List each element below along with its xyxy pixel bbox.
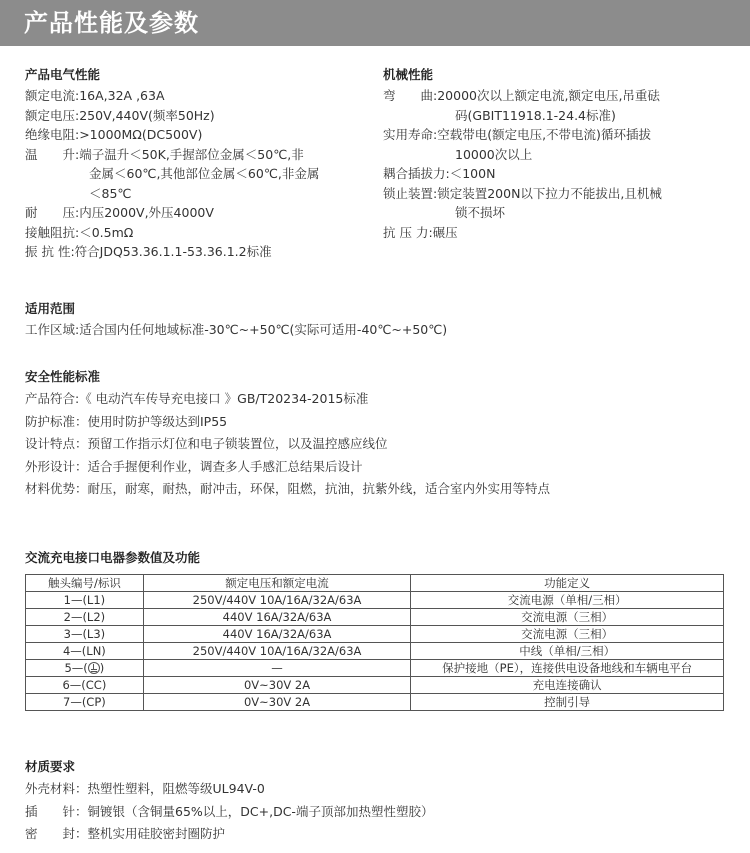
table-row [26, 626, 724, 643]
spec-line: 锁止装置:锁定装置200N以下拉力不能拔出,且机械 [383, 185, 662, 201]
materials-line: 插 针：铜镀银（含铜量65%以上，DC+,DC-端子顶部加热塑性塑胶） [25, 803, 434, 819]
ac-table-heading-wrap [25, 549, 200, 569]
safety-heading: 安全性能标准 [25, 369, 101, 384]
table-cell: 0V~30V 2A [143, 694, 411, 711]
table-row [26, 694, 724, 711]
spec-line-cont: 锁不损坏 [455, 205, 506, 220]
table-cell: 控制引导 [411, 694, 724, 711]
column-header: 额定电压和额定电流 [143, 575, 411, 592]
spec-line: 接触阻抗:＜0.5mΩ [25, 224, 134, 240]
scope-line: 工作区域:适合国内任何地域标准-30℃~+50℃(实际可适用-40℃~+50℃) [25, 322, 448, 337]
spec-line: 实用寿命:空载带电(额定电压,不带电流)循环插拔 [383, 127, 651, 142]
table-cell: 6—(CC) [26, 677, 144, 694]
spec-line: 绝缘电阻:>1000MΩ(DC500V) [25, 127, 203, 142]
safety-line: 防护标准：使用时防护等级达到IP55 [25, 413, 228, 429]
spec-line: 额定电压:250V,440V(频率50Hz) [25, 107, 215, 123]
table-cell: 4—(LN) [26, 643, 144, 660]
spec-line: 额定电流:16A,32A ,63A [25, 88, 165, 103]
safety-line: 设计特点：预留工作指示灯位和电子锁装置位，以及温控感应线位 [25, 436, 388, 451]
column-header: 功能定义 [411, 575, 724, 592]
ac-table-heading: 交流充电接口电器参数值及功能 [25, 550, 201, 565]
table-cell: — [143, 660, 411, 677]
spec-line: 耦合插拔力:＜100N [383, 166, 496, 181]
table-row [26, 677, 724, 694]
materials-section [25, 758, 433, 846]
table-cell: 440V 16A/32A/63A [143, 626, 411, 643]
spec-line-cont: 10000次以上 [455, 146, 533, 162]
table-cell: 中线（单相/三相） [411, 643, 724, 660]
table-cell: 250V/440V 10A/16A/32A/63A [143, 643, 411, 660]
table-row [26, 609, 724, 626]
materials-heading: 材质要求 [25, 759, 76, 774]
materials-line: 密 封：整机实用硅胶密封圈防护 [25, 826, 226, 841]
spec-line-cont: ＜85℃ [89, 185, 132, 201]
table-cell: 1—(L1) [26, 592, 144, 609]
spec-line: 抗 压 力:碾压 [383, 224, 458, 240]
ac-params-table [25, 574, 724, 711]
table-cell: 250V/440V 10A/16A/32A/63A [143, 592, 411, 609]
table-cell: 7—(CP) [26, 694, 144, 711]
table-header-row [26, 575, 724, 592]
mechanical-section [383, 66, 662, 242]
safety-line: 产品符合:《 电动汽车传导充电接口 》GB/T20234-2015标准 [25, 391, 369, 406]
table-cell: 0V~30V 2A [143, 677, 411, 694]
mechanical-heading: 机械性能 [383, 67, 434, 82]
table-cell [26, 660, 144, 677]
table-cell: 保护接地（PE），连接供电设备地线和车辆电平台 [411, 660, 724, 677]
table-cell: 交流电源（单相/三相） [411, 592, 724, 609]
table-cell: 交流电源（三相） [411, 626, 724, 643]
spec-line: 振 抗 性:符合JDQ53.36.1.1-53.36.1.2标准 [25, 244, 272, 259]
table-cell: 充电连接确认 [411, 677, 724, 694]
column-header: 触头编号/标识 [26, 575, 144, 592]
section-header-bar [0, 0, 750, 46]
spec-line-cont: 金属＜60℃,其他部位金属＜60℃,非金属 [89, 166, 320, 181]
table-cell: 3—(L3) [26, 626, 144, 643]
table-cell: 2—(L2) [26, 609, 144, 626]
electrical-section [25, 66, 319, 262]
scope-section [25, 300, 447, 340]
table-row [26, 643, 724, 660]
pin-label: 5—( [64, 661, 88, 675]
table-row [26, 660, 724, 677]
table-row [26, 592, 724, 609]
electrical-heading: 产品电气性能 [25, 67, 101, 82]
safety-section [25, 368, 550, 501]
pin-label-suffix: ) [99, 661, 105, 675]
spec-line: 弯 曲:20000次以上额定电流,额定电压,吊重砝 [383, 88, 660, 103]
safety-line: 外形设计：适合手握便利作业，调查多人手感汇总结果后设计 [25, 458, 363, 474]
spec-line: 温 升:端子温升＜50K,手握部位金属＜50℃,非 [25, 146, 304, 162]
spec-line: 耐 压:内压2000V,外压4000V [25, 205, 214, 220]
table-cell: 交流电源（三相） [411, 609, 724, 626]
scope-heading: 适用范围 [25, 301, 76, 316]
safety-line: 材料优势：耐压，耐寒，耐热，耐冲击，环保，阻燃，抗油，抗紫外线，适合室内外实用等特点 [25, 481, 551, 496]
table-cell: 440V 16A/32A/63A [143, 609, 411, 626]
page-title: 产品性能及参数 [24, 9, 199, 37]
spec-line-cont: 码(GBIT11918.1-24.4标准) [455, 107, 616, 123]
materials-line: 外壳材料：热塑性塑料，阻燃等级UL94V-0 [25, 781, 265, 796]
protective-earth-icon [88, 662, 100, 674]
